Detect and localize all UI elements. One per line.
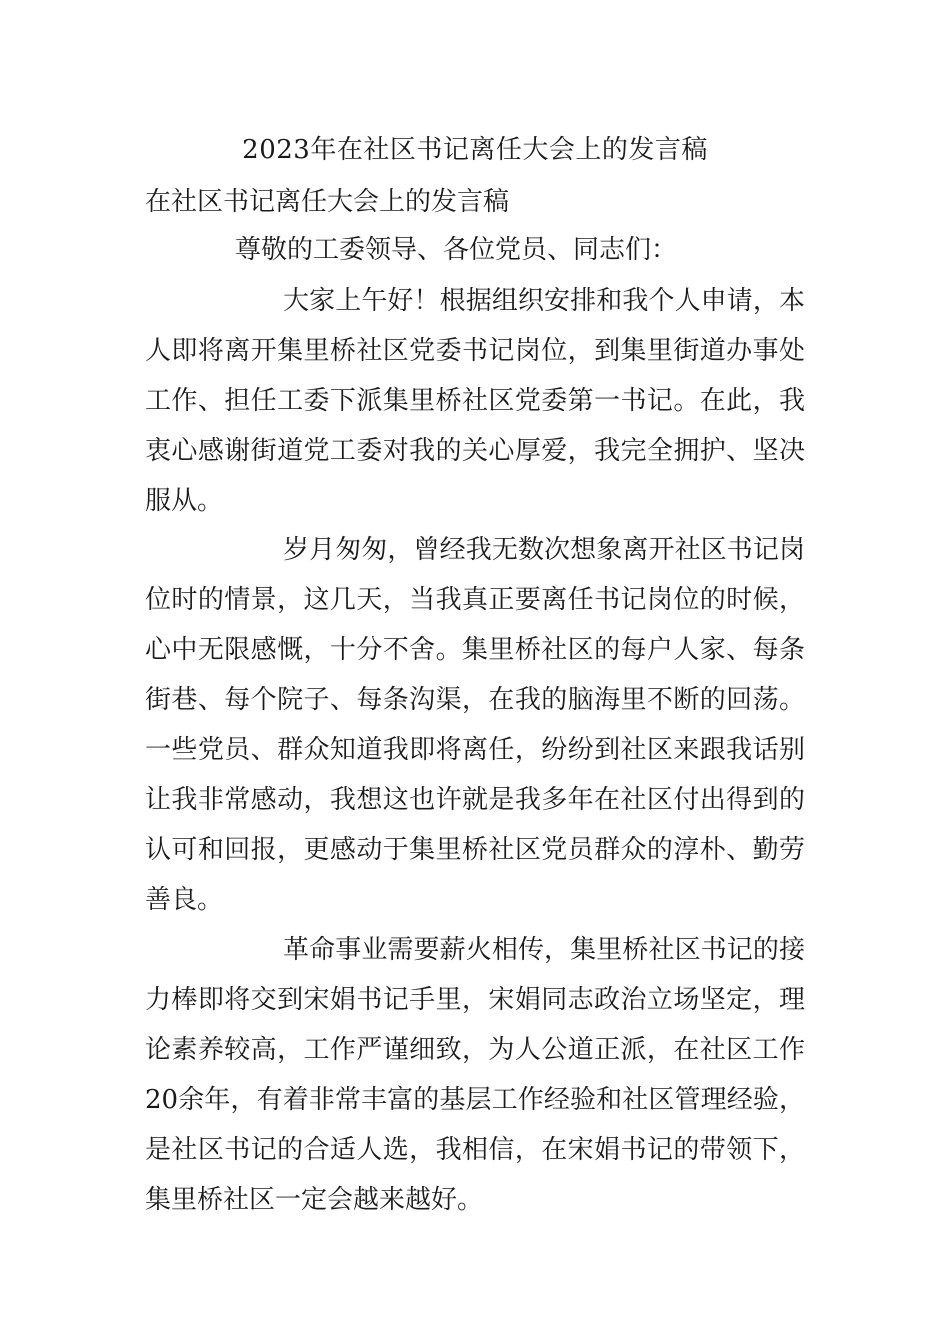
paragraph-line: 是社区书记的合适人选，我相信，在宋娟书记的带领下， [145, 1135, 805, 1165]
paragraph-line: 集里桥社区一定会越来越好。 [145, 1185, 484, 1215]
paragraph-line: 心中无限感慨，十分不舍。集里桥社区的每户人家、每条 [145, 635, 805, 665]
paragraph-line: 论素养较高，工作严谨细致，为人公道正派，在社区工作 [145, 1035, 805, 1065]
paragraph-line: 衷心感谢街道党工委对我的关心厚爱，我完全拥护、坚决 [145, 436, 805, 466]
paragraph-line: 人即将离开集里桥社区党委书记岗位，到集里街道办事处 [145, 336, 805, 366]
paragraph-line: 岁月匆匆，曾经我无数次想象离开社区书记岗 [283, 535, 805, 565]
salutation: 尊敬的工委领导、各位党员、同志们： [235, 235, 678, 265]
document-title: 2023年在社区书记离任大会上的发言稿 [242, 135, 708, 165]
paragraph-line: 20余年，有着非常丰富的基层工作经验和社区管理经验， [145, 1085, 805, 1115]
paragraph-3 [145, 925, 805, 1225]
paragraph-line: 大家上午好！根据组织安排和我个人申请，本 [283, 286, 805, 316]
document-subtitle: 在社区书记离任大会上的发言稿 [145, 187, 510, 217]
paragraph-line: 街巷、每个院子、每条沟渠，在我的脑海里不断的回荡。 [145, 685, 805, 715]
paragraph-line: 让我非常感动，我想这也许就是我多年在社区付出得到的 [145, 785, 805, 815]
paragraph-2 [145, 525, 805, 925]
paragraph-line: 工作、担任工委下派集里桥社区党委第一书记。在此，我 [145, 386, 805, 416]
paragraph-line: 力棒即将交到宋娟书记手里，宋娟同志政治立场坚定，理 [145, 985, 805, 1015]
paragraph-line: 位时的情景，这几天，当我真正要离任书记岗位的时候， [145, 585, 805, 615]
paragraph-line: 善良。 [145, 885, 224, 915]
paragraph-line: 服从。 [145, 486, 224, 516]
paragraph-line: 一些党员、群众知道我即将离任，纷纷到社区来跟我话别 [145, 735, 805, 765]
paragraph-1 [145, 276, 805, 526]
paragraph-line: 认可和回报，更感动于集里桥社区党员群众的淳朴、勤劳 [145, 835, 805, 865]
paragraph-line: 革命事业需要薪火相传，集里桥社区书记的接 [283, 935, 805, 965]
